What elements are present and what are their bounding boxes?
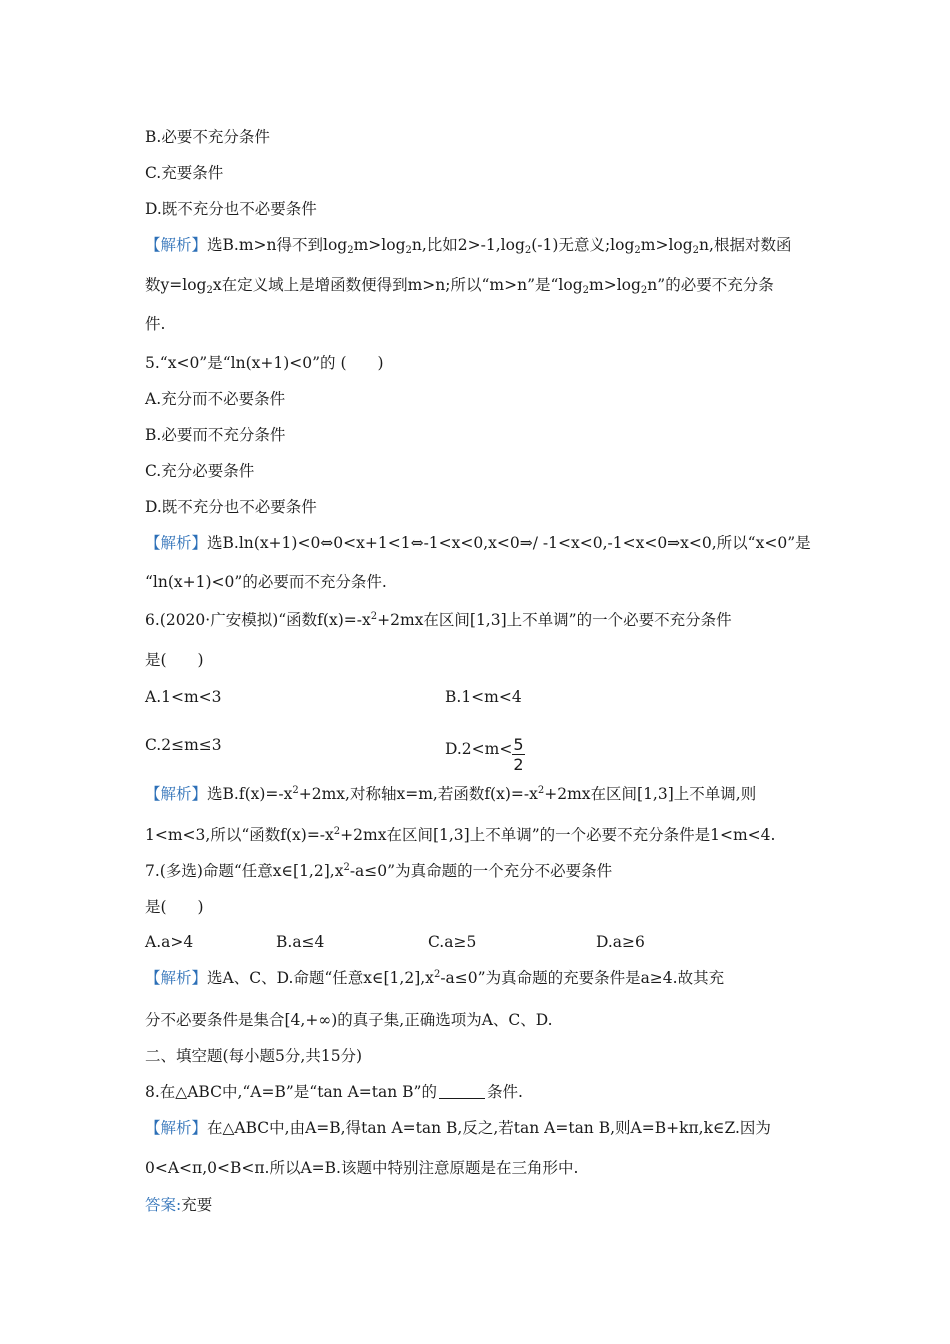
subscript: 2 [582, 285, 590, 296]
analysis-tag: 【解析】 [145, 534, 208, 552]
analysis-tag: 【解析】 [145, 785, 208, 803]
q7-option-d: D.a≥6 [596, 933, 645, 951]
q8-stem-text: 条件. [486, 1083, 523, 1101]
q6-exp-text: +2mx,对称轴x=m,若函数f(x)=-x [298, 785, 538, 803]
q6-option-d [445, 735, 525, 774]
q8-stem [145, 1082, 523, 1102]
q8-exp-text: 在△ABC中,由A=B,得tan A=tan B,反之,若tan A=tan B,则A=B+kπ,k∈Z.因为 [207, 1119, 771, 1137]
q7-explanation-line-1 [145, 968, 724, 988]
q6-option-c: C.2≤m≤3 [145, 736, 222, 754]
q6-option-b: B.1<m<4 [445, 688, 522, 706]
subscript: 2 [634, 245, 641, 256]
q4-exp-text: (-1)无意义;log [531, 236, 635, 254]
q4-exp-text: n,比如2>-1,log [411, 236, 525, 254]
fraction-numerator: 5 [513, 735, 524, 754]
q6-stem-text: +2mx在区间[1,3]上不单调”的一个必要不充分条件 [377, 611, 732, 629]
q5-option-c: C.充分必要条件 [145, 462, 255, 480]
q6-option-a: A.1<m<3 [145, 688, 222, 706]
q4-explanation-line-3: 件. [145, 315, 166, 333]
superscript: 2 [433, 969, 441, 980]
q4-option-b: B.必要不充分条件 [145, 128, 270, 146]
q6-exp-text: +2mx在区间[1,3]上不单调”的一个必要不充分条件是1<m<4. [340, 826, 776, 844]
subscript: 2 [692, 245, 700, 256]
superscript: 2 [343, 862, 350, 873]
q4-exp-text: n,根据对数函 [699, 236, 792, 254]
subscript: 2 [206, 285, 213, 296]
q8-stem-text: 8.在△ABC中,“A=B”是“tan A=tan B”的 [145, 1083, 437, 1101]
q8-explanation-line-1 [145, 1118, 771, 1138]
q4-exp-text: m>log [640, 236, 693, 254]
q4-exp-text: m>log [589, 276, 641, 294]
q7-explanation-line-2: 分不必要条件是集合[4,+∞)的真子集,正确选项为A、C、D. [145, 1011, 553, 1029]
analysis-tag: 【解析】 [145, 969, 208, 987]
q7-option-c: C.a≥5 [428, 933, 477, 951]
q4-option-d: D.既不充分也不必要条件 [145, 200, 317, 218]
subscript: 2 [524, 245, 532, 256]
q4-option-c: C.充要条件 [145, 164, 224, 182]
q8-explanation-line-2: 0<A<π,0<B<π.所以A=B.该题中特别注意原题是在三角形中. [145, 1159, 579, 1177]
q7-stem-text: -a≤0”为真命题的一个充分不必要条件 [349, 862, 613, 880]
superscript: 2 [292, 785, 299, 796]
q5-explanation-line-2: “ln(x+1)<0”的必要而不充分条件. [145, 573, 387, 591]
q7-exp-text: 选A、C、D.命题“任意x∈[1,2],x [207, 969, 434, 987]
superscript: 2 [333, 826, 341, 837]
q4-exp-text: x在定义域上是增函数便得到m>n;所以“m>n”是“log [212, 276, 583, 294]
q4-exp-text: 选B.m>n得不到log [207, 236, 348, 254]
q4-exp-text: 数y=log [145, 276, 207, 294]
q6-exp-text: 1<m<3,所以“函数f(x)=-x [145, 826, 334, 844]
q6-exp-text: +2mx在区间[1,3]上不单调,则 [544, 785, 757, 803]
q4-exp-text: m>log [353, 236, 406, 254]
q6-explanation-line-1 [145, 784, 756, 804]
q5-option-a: A.充分而不必要条件 [145, 390, 286, 408]
q6-explanation-line-2 [145, 825, 775, 845]
q7-exp-text: -a≤0”为真命题的充要条件是a≥4.故其充 [440, 969, 725, 987]
answer-value: 充要 [181, 1196, 213, 1214]
q6-stem-line-2: 是( ) [145, 651, 204, 669]
fill-blank [439, 1084, 485, 1099]
q6-option-d-text: D.2<m< [445, 740, 513, 758]
fraction-denominator: 2 [513, 755, 524, 774]
superscript: 2 [537, 785, 545, 796]
subscript: 2 [640, 285, 648, 296]
q5-option-b: B.必要而不充分条件 [145, 426, 286, 444]
q5-stem: 5.“x<0”是“ln(x+1)<0”的 ( ) [145, 354, 384, 372]
q7-stem-line-1 [145, 861, 612, 881]
fraction [512, 735, 524, 774]
subscript: 2 [405, 245, 412, 256]
superscript: 2 [370, 611, 378, 622]
q4-exp-text: n”的必要不充分条 [647, 276, 774, 294]
section-heading: 二、填空题(每小题5分,共15分) [145, 1047, 363, 1065]
q6-exp-text: 选B.f(x)=-x [207, 785, 293, 803]
q5-exp-text: 选B.ln(x+1)<0⇔0<x+1<1⇔-1<x<0,x<0⇒/ -1<x<0,-1<x<0⇒x<0,所以“x<0”是 [207, 534, 811, 552]
q7-option-a: A.a>4 [145, 933, 194, 951]
answer-label: 答案: [145, 1196, 182, 1214]
q8-answer [145, 1195, 212, 1215]
q5-option-d: D.既不充分也不必要条件 [145, 498, 317, 516]
q4-explanation-line-2 [145, 275, 774, 295]
q7-stem-line-2: 是( ) [145, 898, 204, 916]
q6-stem-text: 6.(2020·广安模拟)“函数f(x)=-x [145, 611, 371, 629]
q7-option-b: B.a≤4 [276, 933, 325, 951]
q4-explanation-line-1 [145, 235, 791, 255]
q6-stem-line-1 [145, 610, 732, 630]
analysis-tag: 【解析】 [145, 1119, 208, 1137]
analysis-tag: 【解析】 [145, 236, 208, 254]
subscript: 2 [347, 245, 354, 256]
q7-stem-text: 7.(多选)命题“任意x∈[1,2],x [145, 862, 344, 880]
q5-explanation-line-1 [145, 533, 811, 553]
